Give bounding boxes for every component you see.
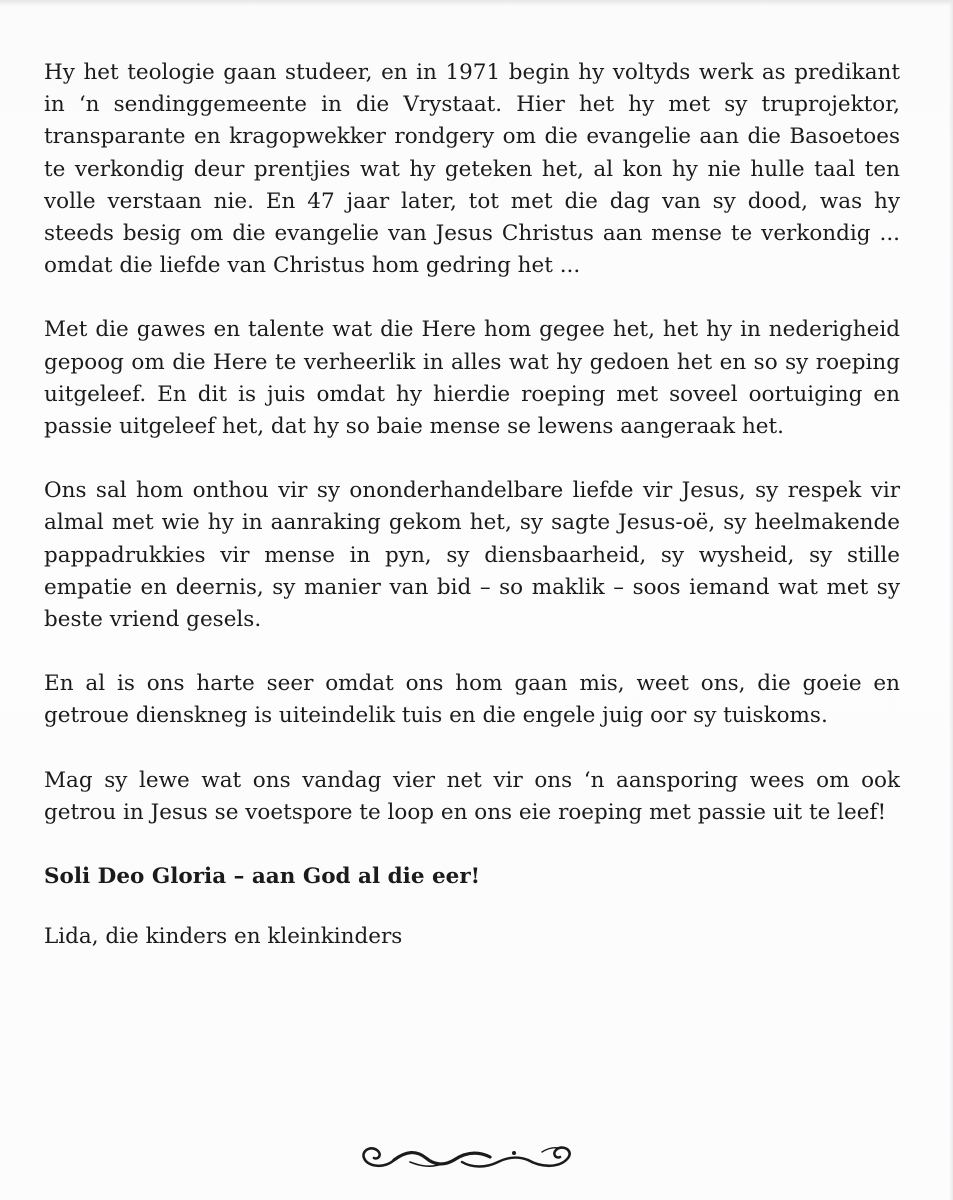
signature-line: Lida, die kinders en kleinkinders: [44, 924, 403, 950]
scan-right-edge: [949, 0, 953, 1200]
paragraph-ministry: Hy het teologie gaan studeer, en in 1971 begin hy voltyds werk as predikant in ‘n sendinggemeente in die Vrystaat. Hier het hy met sy truprojektor, transparante en kragopwekker rondgery om die evangelie aan die Basoetoes te verkondig deur prentjies wat hy geteken het, al kon hy nie hulle taal ten volle verstaan nie. En 47 jaar later, tot met die dag van sy dood, was hy steeds besig om die evangelie van Jesus Christus aan mense te verkondig ... omdat die liefde van Christus hom gedring het ...: [44, 60, 900, 279]
paragraph-grief: En al is ons harte seer omdat ons hom gaan mis, weet ons, die goeie en getroue dienskneg is uiteindelik tuis en die engele juig oor sy tuiskoms.: [44, 671, 900, 729]
closing-line: Soli Deo Gloria – aan God al die eer!: [44, 864, 481, 890]
paragraph-encouragement: Mag sy lewe wat ons vandag vier net vir ons ‘n aansporing wees om ook getrou in Jesus se voetspore te loop en ons eie roeping met passie uit te leef!: [44, 767, 900, 825]
scroll-flourish-icon: [354, 1138, 586, 1178]
paragraph-calling: Met die gawes en talente wat die Here hom gegee het, het hy in nederigheid gepoog om die Here te verheerlik in alles wat hy gedoen het en so sy roeping uitgeleef. En dit is juis omdat hy hierdie roeping met soveel oortuiging en passie uitgeleef het, dat hy so baie mense se lewens aangeraak het.: [44, 317, 900, 440]
paragraph-remembrance: Ons sal hom onthou vir sy ononderhandelbare liefde vir Jesus, sy respek vir almal met wie hy in aanraking gekom het, sy sagte Jesus-oë, sy heelmakende pappadrukkies vir mense in pyn, sy diensbaarheid, sy wysheid, sy stille empatie en deernis, sy manier van bid – so maklik – soos iemand wat met sy beste vriend gesels.: [44, 478, 900, 633]
scan-top-edge: [0, 0, 953, 6]
document-body: [44, 57, 900, 985]
